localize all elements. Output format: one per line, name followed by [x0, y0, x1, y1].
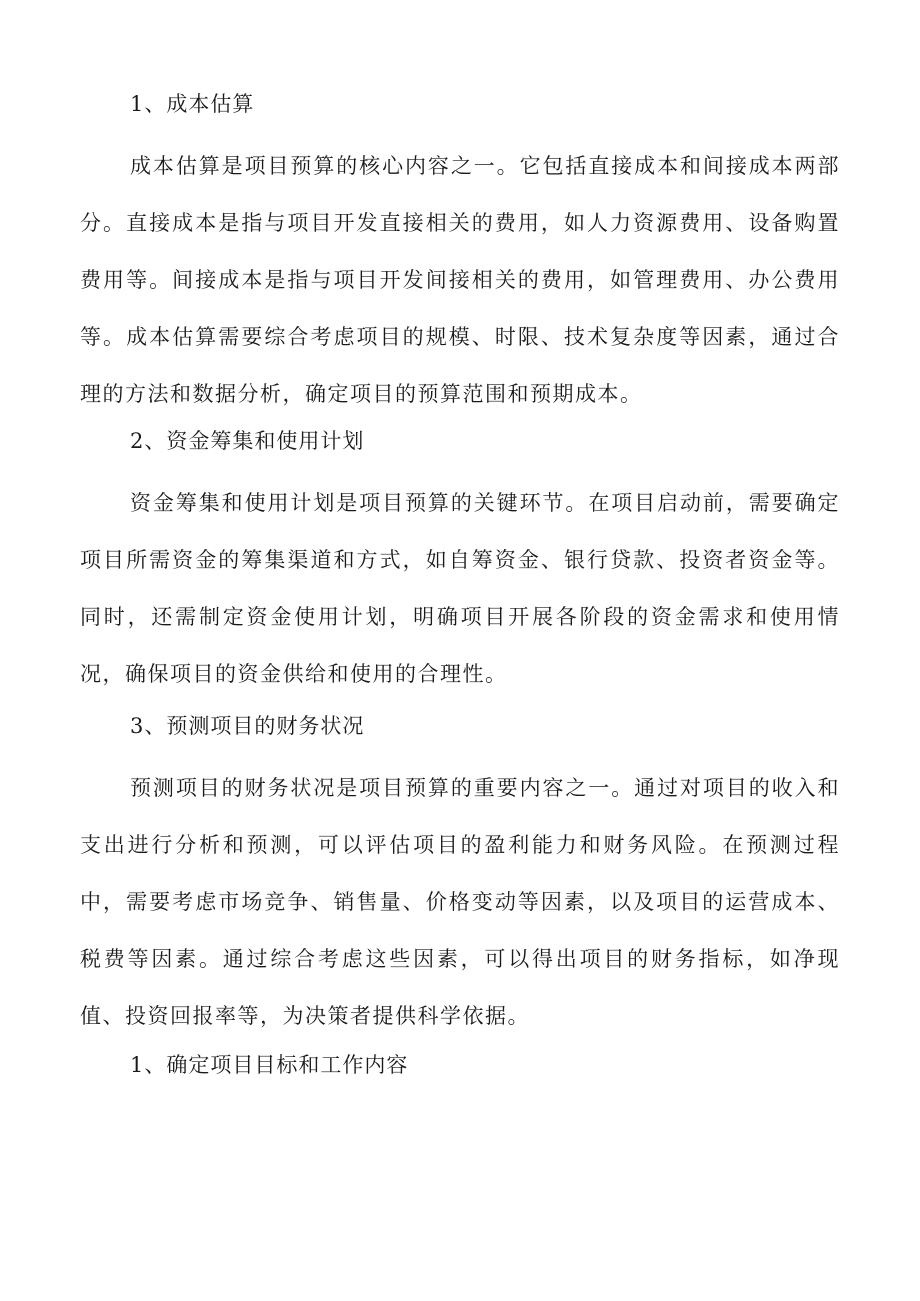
section-heading-project-goals: 1、确定项目目标和工作内容	[130, 1053, 409, 1077]
section-paragraph-financial-forecast: 预测项目的财务状况是项目预算的重要内容之一。通过对项目的收入和支出进行分析和预测，可以评估项目的盈利能力和财务风险。在预测过程中，需要考虑市场竞争、销售量、价格变动等因素，以及项目的运营成本、税费等因素。通过综合考虑这些因素，可以得出项目的财务指标，如净现值、投资回报率等，为决策者提供科学依据。	[80, 776, 840, 1028]
section-heading-cost-estimation: 1、成本估算	[130, 92, 255, 116]
section-paragraph-funding-plan: 资金筹集和使用计划是项目预算的关键环节。在项目启动前，需要确定项目所需资金的筹集渠道和方式，如自筹资金、银行贷款、投资者资金等。同时，还需制定资金使用计划，明确项目开展各阶段的资金需求和使用情况，确保项目的资金供给和使用的合理性。	[80, 491, 840, 686]
section-heading-financial-forecast: 3、预测项目的财务状况	[130, 714, 365, 738]
section-paragraph-cost-estimation: 成本估算是项目预算的核心内容之一。它包括直接成本和间接成本两部分。直接成本是指与项目开发直接相关的费用，如人力资源费用、设备购置费用等。间接成本是指与项目开发间接相关的费用，如管理费用、办公费用等。成本估算需要综合考虑项目的规模、时限、技术复杂度等因素，通过合理的方法和数据分析，确定项目的预算范围和预期成本。	[80, 154, 840, 406]
section-heading-funding-plan: 2、资金筹集和使用计划	[130, 429, 365, 453]
